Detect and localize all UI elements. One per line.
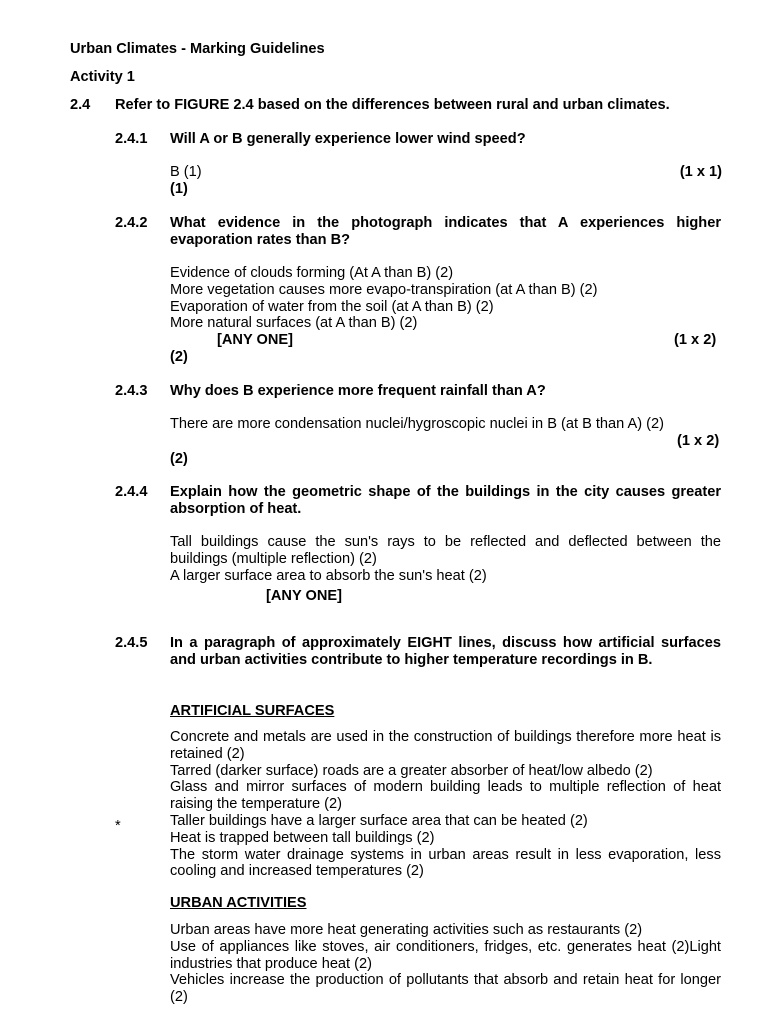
artificial-surface-item: Glass and mirror surfaces of modern building leads to multiple reflection of heat raising the temperature (2) xyxy=(170,779,721,813)
artificial-surface-item: The storm water drainage systems in urban areas result in less evaporation, less cooling and increased temperatures (2) xyxy=(170,846,721,880)
total-2-4-2: (2) xyxy=(170,349,188,365)
question-2-4-4-text: Explain how the geometric shape of the buildings in the city causes greater absorption of heat. xyxy=(170,484,721,517)
question-number-2-4-2: 2.4.2 xyxy=(115,215,148,231)
activity-heading: Activity 1 xyxy=(70,69,135,85)
question-2-4-2-text: What evidence in the photograph indicates that A experiences higher evaporation rates than B? xyxy=(170,215,721,248)
total-2-4-3: (2) xyxy=(170,451,188,467)
artificial-surfaces-list xyxy=(170,729,721,880)
question-2-4-1-text: Will A or B generally experience lower wind speed? xyxy=(170,131,526,147)
answer-2-4-1: B (1) xyxy=(170,164,202,180)
urban-activity-item: Urban areas have more heat generating activities such as restaurants (2) xyxy=(170,922,643,938)
answer-2-4-2-item: More vegetation causes more evapo-transpiration (at A than B) (2) xyxy=(170,281,598,298)
artificial-surface-item: Tarred (darker surface) roads are a greater absorber of heat/low albedo (2) xyxy=(170,762,653,779)
marks-2-4-3: (1 x 2) xyxy=(677,433,720,449)
marks-2-4-1: (1 x 1) xyxy=(679,164,722,180)
answer-2-4-2-item: Evidence of clouds forming (At A than B) (2) xyxy=(170,265,454,281)
any-one-2-4-4: [ANY ONE] xyxy=(266,588,342,604)
artificial-surfaces-heading: ARTIFICIAL SURFACES xyxy=(170,703,335,719)
total-2-4-1: (1) xyxy=(170,181,188,197)
answer-2-4-4-item: A larger surface area to absorb the sun's heat (2) xyxy=(170,568,487,584)
question-number-2-4: 2.4 xyxy=(70,97,91,113)
answer-2-4-2-item: Evaporation of water from the soil (at A than B) (2) xyxy=(170,298,494,315)
artificial-surface-item: Heat is trapped between tall buildings (2) xyxy=(170,829,435,846)
urban-activity-item: Use of appliances like stoves, air conditioners, fridges, etc. generates heat (2)Light industries that produce heat (2) xyxy=(170,938,721,972)
answers-2-4-2 xyxy=(170,265,598,332)
question-number-2-4-5: 2.4.5 xyxy=(115,635,148,651)
question-2-4-3-text: Why does B experience more frequent rainfall than A? xyxy=(170,383,546,399)
question-2-4-text: Refer to FIGURE 2.4 based on the differences between rural and urban climates. xyxy=(115,97,670,113)
artificial-surface-item: Taller buildings have a larger surface area that can be heated (2) xyxy=(170,812,588,829)
answer-2-4-4-item: Tall buildings cause the sun's rays to be reflected and deflected between the buildings (multiple reflection) (2) xyxy=(170,534,721,567)
marks-2-4-2: (1 x 2) xyxy=(674,332,717,348)
urban-activity-item: Vehicles increase the production of pollutants that absorb and retain heat for longer (2) xyxy=(170,972,721,1006)
star-marker: * xyxy=(115,818,121,834)
artificial-surface-item: Concrete and metals are used in the construction of buildings therefore more heat is retained (2) xyxy=(170,729,721,762)
question-number-2-4-3: 2.4.3 xyxy=(115,383,148,399)
answer-row-2-4-1 xyxy=(170,164,722,181)
question-number-2-4-4: 2.4.4 xyxy=(115,484,148,500)
answer-2-4-3: There are more condensation nuclei/hygroscopic nuclei in B (at B than A) (2) xyxy=(170,416,665,432)
urban-activities-list xyxy=(170,922,721,1006)
answer-2-4-2-item: More natural surfaces (at A than B) (2) xyxy=(170,315,418,332)
urban-activities-heading: URBAN ACTIVITIES xyxy=(170,895,307,911)
question-2-4-5-text: In a paragraph of approximately EIGHT lines, discuss how artificial surfaces and urban activities contribute to higher temperature recordings in B. xyxy=(170,635,721,668)
question-number-2-4-1: 2.4.1 xyxy=(115,131,148,147)
document-title: Urban Climates - Marking Guidelines xyxy=(70,41,325,57)
any-one-2-4-2: [ANY ONE] xyxy=(217,332,293,348)
